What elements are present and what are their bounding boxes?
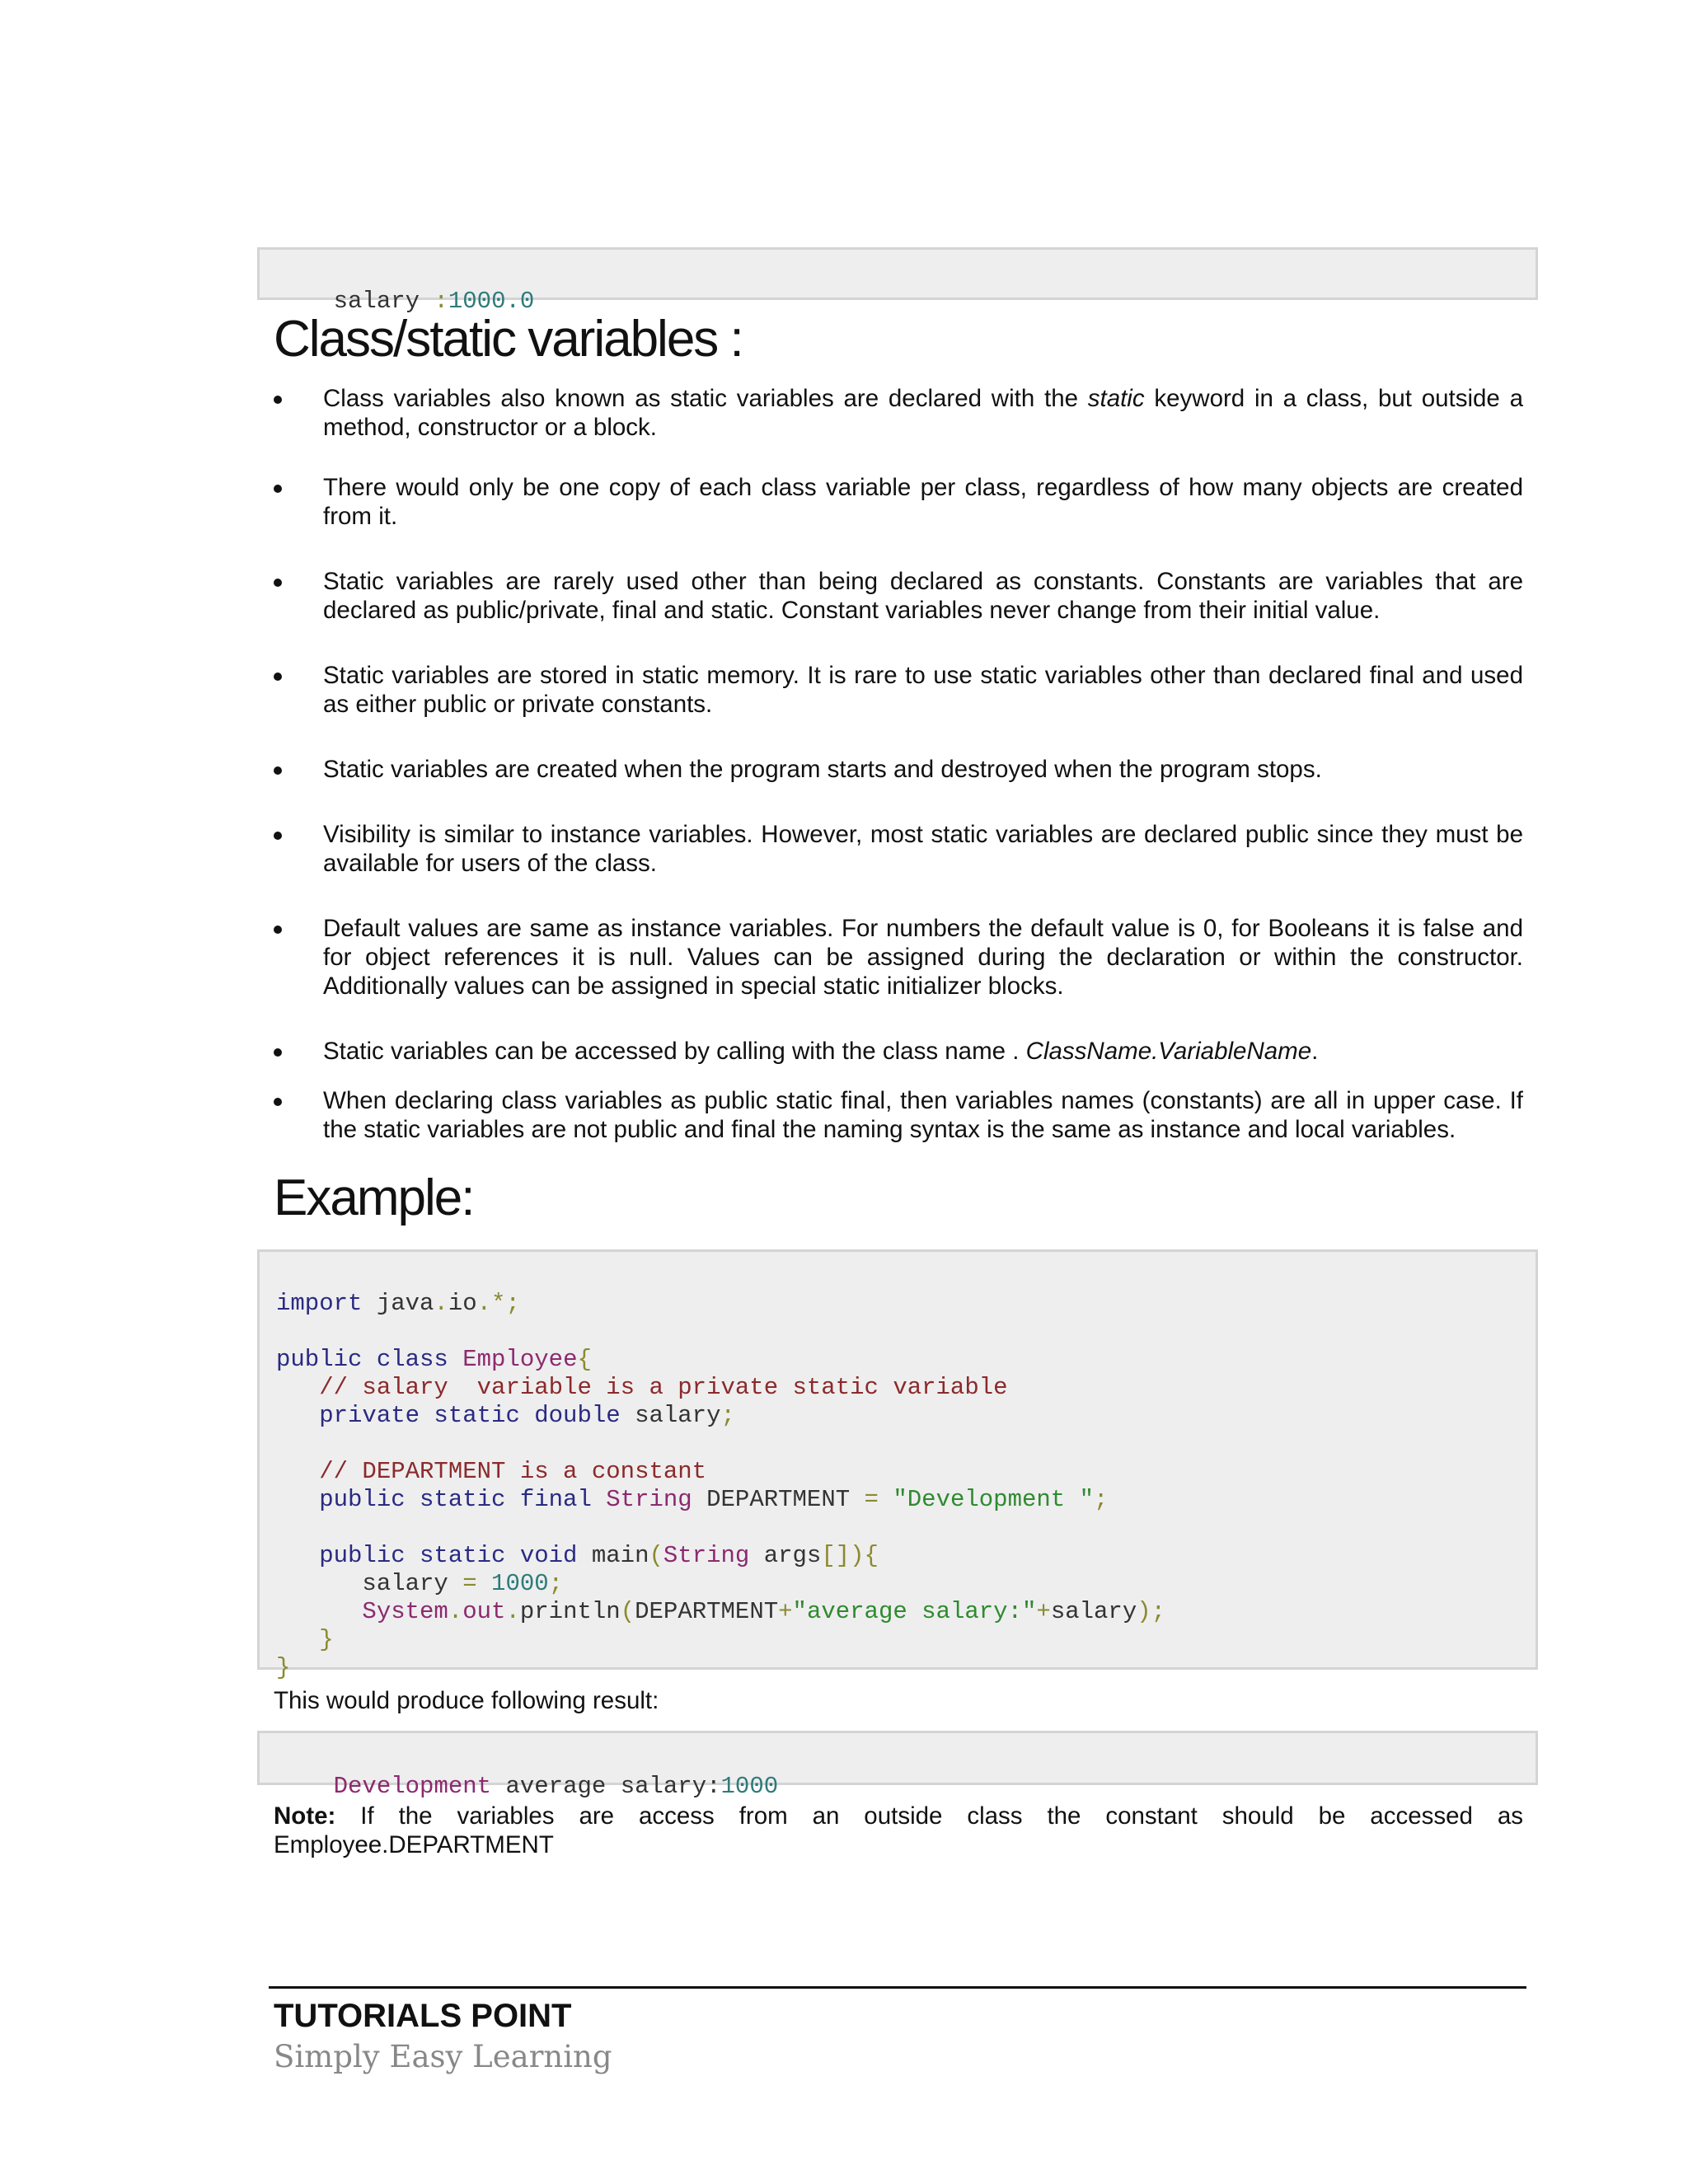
output-code-block (257, 247, 1538, 315)
list-item: Static variables can be accessed by calling with the class name . ClassName.VariableName. (272, 1037, 1523, 1066)
bullet-icon (274, 579, 282, 587)
code-token: 1000.0 (448, 288, 535, 315)
list-item: Visibility is similar to instance variables. However, most static variables are declared public since they must be available for users of the class. (272, 820, 1523, 878)
code-token: salary (333, 288, 420, 315)
emphasis: static (1087, 385, 1145, 412)
bullet-icon (274, 1048, 282, 1057)
bullet-icon (274, 832, 282, 840)
bullet-icon (274, 766, 282, 775)
code-line (276, 1318, 1536, 1346)
code-line (276, 1430, 1536, 1458)
code-token: average salary: (491, 1773, 721, 1800)
code-line: // salary variable is a private static variable (276, 1374, 1008, 1401)
list-item: Static variables are created when the program starts and destroyed when the program stops. (272, 755, 1523, 784)
code-line: public class Employee{ (276, 1346, 592, 1373)
footer-divider (269, 1986, 1526, 1989)
list-item: Static variables are rarely used other than being declared as constants. Constants are variables that are declared as public/private, final and static. Constant variables never change from their initial value. (272, 567, 1523, 625)
result-code-block (257, 1731, 1538, 1800)
code-line: } (276, 1626, 334, 1653)
bullet-icon (274, 485, 282, 493)
list-item: Static variables are stored in static memory. It is rare to use static variables other than declared final and used as either public or private constants. (272, 661, 1523, 719)
note-text: If the variables are access from an outside class the constant should be accessed as Employee.DEPARTMENT (274, 1802, 1523, 1858)
code-line: import java.io.*; (276, 1290, 520, 1317)
emphasis: ClassName.VariableName (1025, 1038, 1312, 1065)
bullet-icon (274, 673, 282, 681)
code-line: // DEPARTMENT is a constant (276, 1458, 707, 1485)
bullet-icon (274, 1098, 282, 1106)
note-label: Note: (274, 1802, 336, 1830)
bullet-icon (274, 396, 282, 404)
code-line: public static void main(String args[]){ (276, 1542, 879, 1569)
list-item: Class variables also known as static variables are declared with the static keyword in a class, but outside a method, constructor or a block. (272, 384, 1523, 442)
bullet-icon (274, 926, 282, 934)
result-intro: This would produce following result: (274, 1687, 659, 1714)
code-token: Development (333, 1773, 492, 1800)
note-paragraph (274, 1802, 1523, 1859)
code-token: : (420, 288, 448, 315)
footer-slogan: Simply Easy Learning (274, 2039, 612, 2074)
bullet-list (272, 384, 1523, 1144)
example-title: Example: (274, 1169, 474, 1226)
code-token: 1000 (720, 1773, 779, 1800)
list-item: Default values are same as instance variables. For numbers the default value is 0, for Booleans it is false and for object references it is null. Values can be assigned during the declaration or within the constructor. Additionally values can be assigned in special static initializer blocks. (272, 914, 1523, 1001)
list-item: When declaring class variables as public static final, then variables names (constants) are all in upper case. If the static variables are not public and final the naming syntax is the same as instance and local variables. (272, 1086, 1523, 1144)
code-line: salary = 1000; (276, 1570, 564, 1597)
list-item: There would only be one copy of each class variable per class, regardless of how many objects are created from it. (272, 473, 1523, 531)
code-line: public static final String DEPARTMENT = "Development "; (276, 1486, 1109, 1513)
section-title: Class/static variables : (274, 311, 743, 368)
code-line: private static double salary; (276, 1402, 735, 1429)
footer-brand: TUTORIALS POINT (274, 1998, 572, 2034)
code-line (276, 1514, 1536, 1542)
code-line: } (276, 1654, 291, 1681)
example-code-block (257, 1249, 1538, 1681)
code-line: System.out.println(DEPARTMENT+"average salary:"+salary); (276, 1598, 1166, 1625)
